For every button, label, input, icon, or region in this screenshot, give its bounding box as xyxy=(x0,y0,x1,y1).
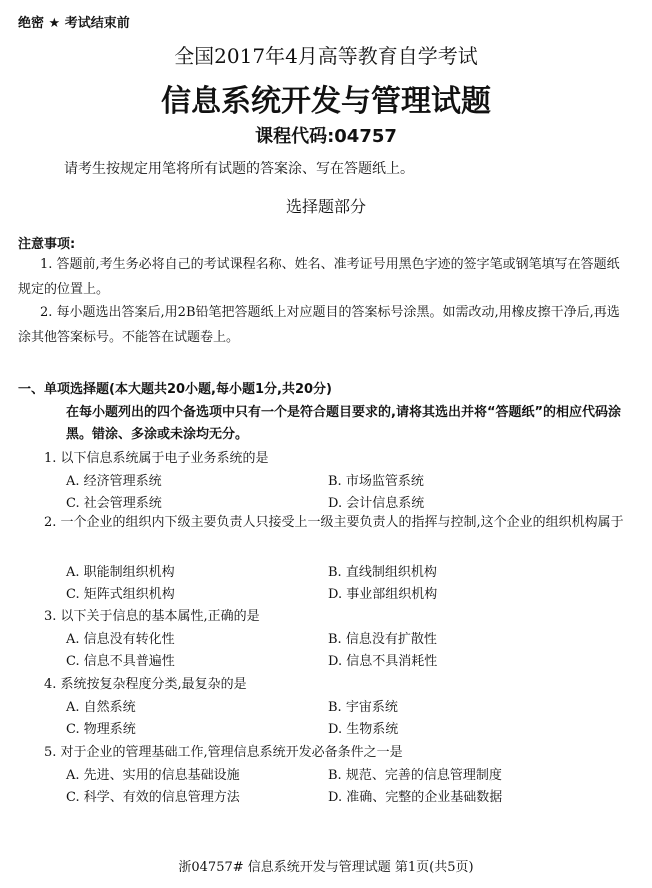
question-2-option-c: C. 矩阵式组织机构 xyxy=(66,587,175,602)
course-code: 课程代码:04757 xyxy=(255,126,397,147)
question-1-option-c: C. 社会管理系统 xyxy=(66,496,162,511)
question-4-option-b: B. 宇宙系统 xyxy=(328,700,398,715)
notice-item-2: 2. 每小题选出答案后,用2B铅笔把答题纸上对应题目的答案标号涂黑。如需改动,用橡皮擦干净后,再选涂其他答案标号。不能答在试题卷上。 xyxy=(18,305,620,345)
exam-title: 全国2017年4月高等教育自学考试 xyxy=(174,44,478,68)
question-5-option-d: D. 准确、完整的企业基础数据 xyxy=(328,790,503,805)
question-3-option-c: C. 信息不具普遍性 xyxy=(66,654,175,669)
question-3-stem: 3. 以下关于信息的基本属性,正确的是 xyxy=(44,609,260,624)
question-1-option-a: A. 经济管理系统 xyxy=(66,474,162,489)
question-3-option-b: B. 信息没有扩散性 xyxy=(328,632,437,647)
question-2-stem: 2. 一个企业的组织内下级主要负责人只接受上一级主要负责人的指挥与控制,这个企业的组织机构属于 xyxy=(44,515,624,530)
subject-title: 信息系统开发与管理试题 xyxy=(161,84,491,119)
question-5-stem: 5. 对于企业的管理基础工作,管理信息系统开发必备条件之一是 xyxy=(44,745,403,760)
question-4-stem: 4. 系统按复杂程度分类,最复杂的是 xyxy=(44,677,247,692)
question-2-option-a: A. 职能制组织机构 xyxy=(66,565,175,580)
question-2-option-b: B. 直线制组织机构 xyxy=(328,565,437,580)
notice-item-1: 1. 答题前,考生务必将自己的考试课程名称、姓名、准考证号用黑色字迹的签字笔或钢笔填写在答题纸规定的位置上。 xyxy=(18,257,620,297)
question-4-option-c: C. 物理系统 xyxy=(66,722,136,737)
section-title: 选择题部分 xyxy=(285,197,366,216)
part1-description: 在每小题列出的四个备选项中只有一个是符合题目要求的,请将其选出并将“答题纸”的相应代码涂黑。错涂、多涂或未涂均无分。 xyxy=(66,405,622,442)
question-4-option-a: A. 自然系统 xyxy=(66,700,136,715)
question-5-option-c: C. 科学、有效的信息管理方法 xyxy=(66,790,240,805)
part1-heading: 一、单项选择题(本大题共20小题,每小题1分,共20分) xyxy=(18,382,332,397)
page-footer: 浙04757# 信息系统开发与管理试题 第1页(共5页) xyxy=(178,860,474,875)
question-2-option-d: D. 事业部组织机构 xyxy=(328,587,438,602)
question-4-option-d: D. 生物系统 xyxy=(328,722,399,737)
question-1-option-b: B. 市场监管系统 xyxy=(328,474,424,489)
question-5-option-b: B. 规范、完善的信息管理制度 xyxy=(328,768,502,783)
instruction-text: 请考生按规定用笔将所有试题的答案涂、写在答题纸上。 xyxy=(64,161,414,177)
question-5-option-a: A. 先进、实用的信息基础设施 xyxy=(66,768,240,783)
secret-mark: 绝密 ★ 考试结束前 xyxy=(18,16,130,31)
notice-title: 注意事项: xyxy=(18,237,76,252)
question-1-stem: 1. 以下信息系统属于电子业务系统的是 xyxy=(44,451,269,466)
question-3-option-d: D. 信息不具消耗性 xyxy=(328,654,438,669)
question-3-option-a: A. 信息没有转化性 xyxy=(66,632,175,647)
question-1-option-d: D. 会计信息系统 xyxy=(328,496,425,511)
